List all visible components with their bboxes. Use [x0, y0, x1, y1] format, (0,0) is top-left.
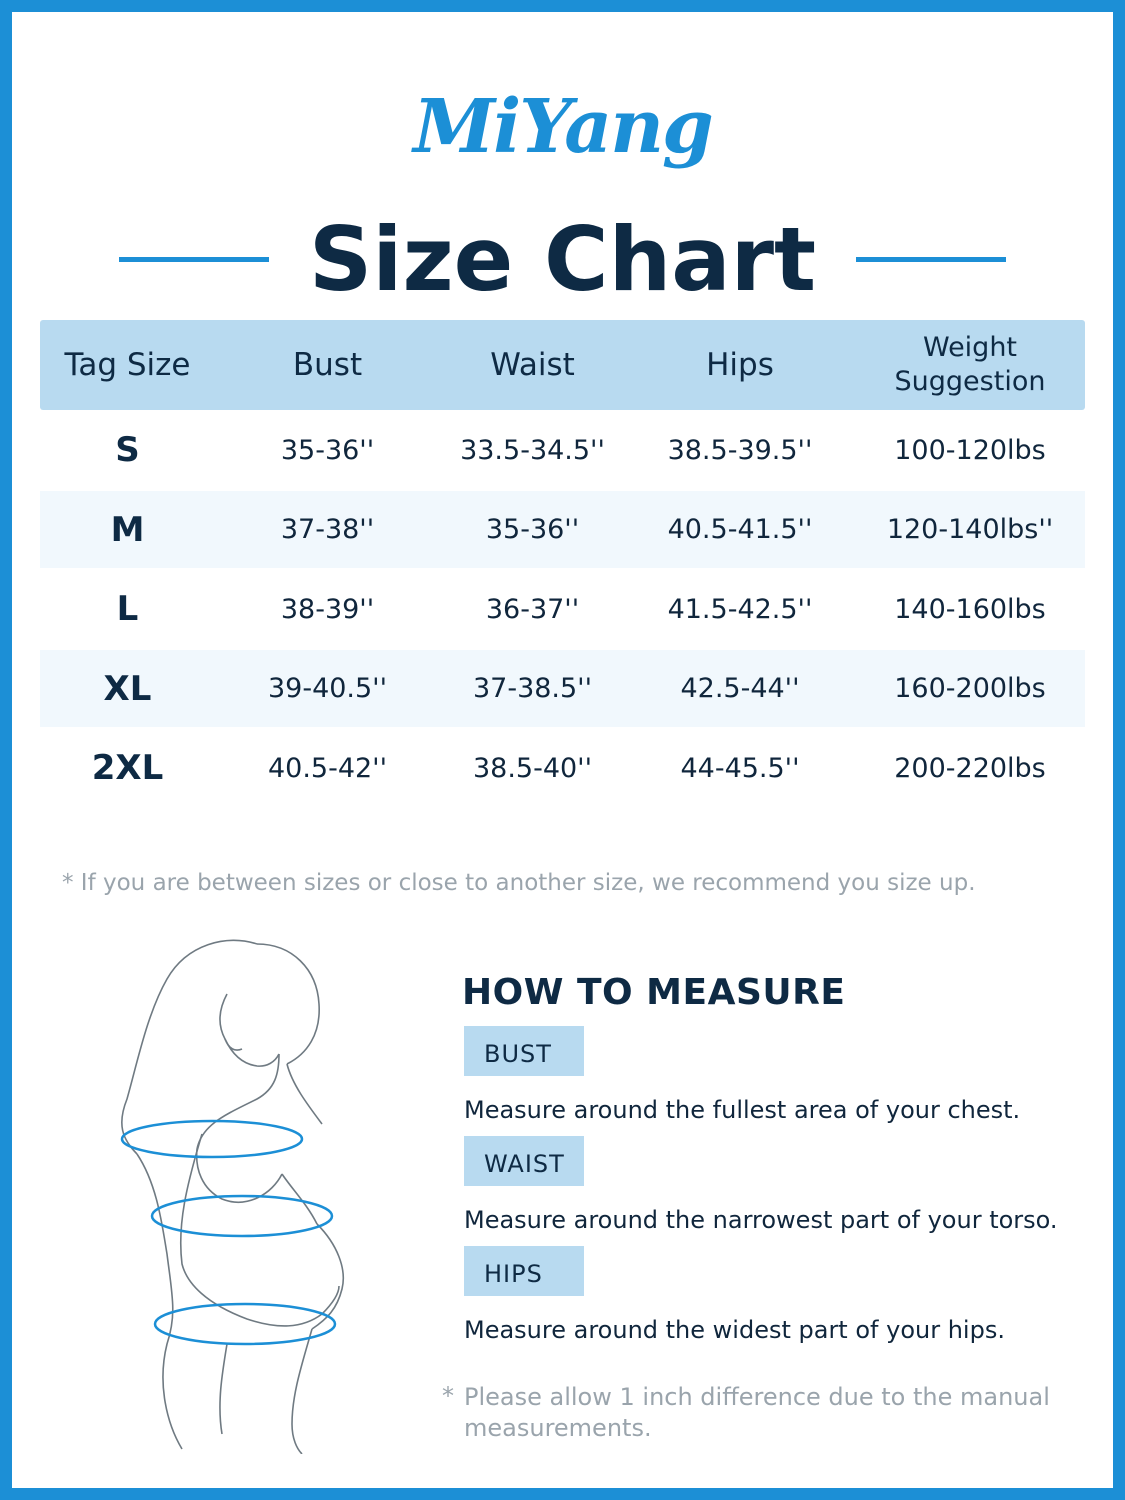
bust-tag: BUST — [464, 1026, 584, 1076]
bust-cell: 38-39'' — [280, 593, 375, 625]
size-cell: 2XL — [91, 748, 164, 788]
hips-cell: 41.5-42.5'' — [667, 593, 813, 625]
header-weight-line1: Weight — [922, 332, 1018, 363]
header-weight-suggestion — [855, 331, 1085, 399]
table-row — [40, 569, 1085, 649]
waist-cell: 37-38.5'' — [472, 673, 593, 704]
waist-cell: 38.5-40'' — [472, 752, 593, 784]
table-row — [40, 650, 1085, 727]
header-waist: Waist — [490, 347, 575, 383]
bust-cell: 35-36'' — [280, 434, 375, 466]
weight-cell: 100-120lbs — [894, 434, 1046, 466]
measurement-note-asterisk: * — [442, 1382, 454, 1410]
waist-cell: 35-36'' — [485, 514, 580, 545]
hips-cell: 40.5-41.5'' — [667, 514, 813, 545]
size-cell: XL — [103, 668, 152, 709]
size-cell: L — [116, 589, 139, 629]
hips-tag: HIPS — [464, 1246, 584, 1296]
weight-cell: 160-200lbs — [894, 673, 1046, 704]
brand-logo: MiYang — [413, 84, 712, 170]
waist-cell: 33.5-34.5'' — [460, 434, 605, 466]
title-divider-right — [856, 257, 1006, 262]
waist-description: Measure around the narrowest part of your torso. — [464, 1206, 1058, 1234]
header-tag-size: Tag Size — [64, 347, 191, 383]
size-cell: M — [110, 509, 145, 550]
weight-cell: 120-140lbs'' — [886, 514, 1054, 545]
bust-description: Measure around the fullest area of your chest. — [464, 1096, 1021, 1124]
table-row — [40, 410, 1085, 490]
hips-cell: 38.5-39.5'' — [667, 434, 813, 466]
header-weight-line2: Suggestion — [894, 366, 1046, 397]
measurement-note: Please allow 1 inch difference due to the manual measurements. — [464, 1383, 1050, 1442]
page-title: Size Chart — [308, 208, 817, 311]
hips-description: Measure around the widest part of your hips. — [464, 1316, 1005, 1344]
hips-cell: 44-45.5'' — [680, 752, 800, 784]
waist-cell: 36-37'' — [485, 593, 580, 625]
how-to-measure-title: HOW TO MEASURE — [462, 972, 846, 1013]
header-bust: Bust — [292, 347, 363, 383]
weight-cell: 140-160lbs — [894, 593, 1046, 625]
table-row — [40, 728, 1085, 808]
header-hips: Hips — [706, 347, 774, 383]
bust-cell: 40.5-42'' — [267, 752, 388, 784]
weight-cell: 200-220lbs — [894, 752, 1046, 784]
title-row — [12, 208, 1113, 318]
table-row — [40, 491, 1085, 568]
size-up-note: * If you are between sizes or close to another size, we recommend you size up. — [62, 870, 976, 896]
waist-tag: WAIST — [464, 1136, 584, 1186]
bust-cell: 37-38'' — [280, 514, 375, 545]
table-header — [40, 320, 1085, 410]
size-table — [40, 320, 1085, 808]
size-cell: S — [115, 430, 140, 470]
bust-cell: 39-40.5'' — [267, 673, 388, 704]
pregnant-woman-figure-icon — [107, 924, 367, 1454]
hips-cell: 42.5-44'' — [680, 673, 800, 704]
